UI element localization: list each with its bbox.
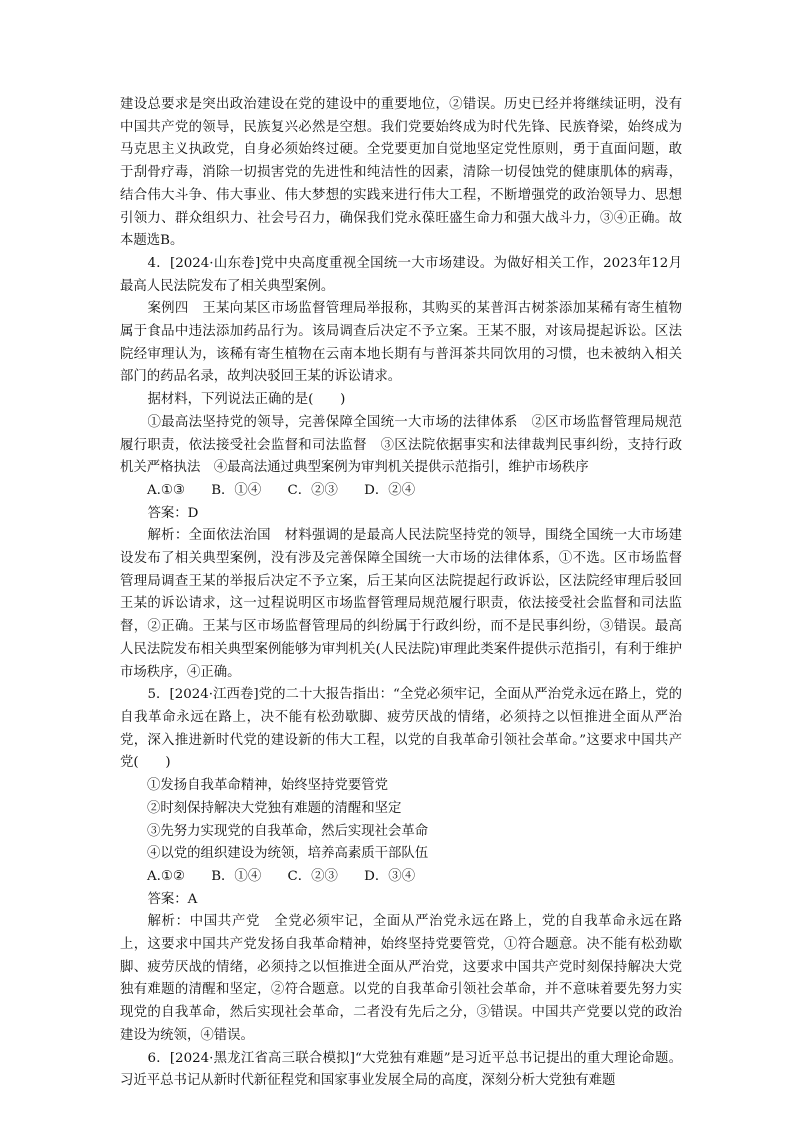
choice-d: D．②④	[364, 482, 416, 498]
question-4-analysis: 解析：全面依法治国 材料强调的是最高人民法院坚持党的领导，围绕全国统一大市场建设发布了相关典型案例，没有涉及完善保障全国统一大市场的法律体系，①不选。区市场监督管理局调查王某的举报后决定不予立案，后王某向区法院提起行政诉讼，区法院经审理后驳回王某的诉讼请求，这一过程说明区市场监督管理局规范履行职责，依法接受社会监督和司法监督，②正确。王某与区市场监督管理局的纠纷属于行政纠纷，而不是民事纠纷，③错误。最高人民法院发布相关典型案例能够为审判机关(人民法院)审理此类案件提供示范指引，有利于维护市场秩序，④正确。	[120, 528, 682, 680]
choice-d: D．③④	[364, 868, 416, 884]
document-page	[120, 94, 682, 1093]
choice-a: A.①③	[147, 482, 185, 498]
question-5-option-3: ③先努力实现党的自我革命，然后实现社会革命	[147, 823, 429, 839]
question-4-stem: 4．[2024·山东卷]党中央高度重视全国统一大市场建设。为做好相关工作，2023年12月最高人民法院发布了相关典型案例。	[120, 255, 682, 294]
question-4-case: 案例四 王某向某区市场监督管理局举报称，其购买的某普洱古树茶添加某稀有寄生植物属于食品中违法添加药品行为。该局调查后决定不予立案。王某不服，对该局提起诉讼。区法院经审理认为，该稀有寄生植物在云南本地长期有与普洱茶共同饮用的习惯，也未被纳入相关部门的药品名录，故判决驳回王某的诉讼请求。	[120, 301, 682, 385]
question-5-option-2: ②时刻保持解决大党独有难题的清醒和坚定	[147, 800, 402, 816]
question-4-answer: 答案：D	[147, 505, 199, 521]
question-5-stem: 5．[2024·江西卷]党的二十大报告指出：“全党必须牢记，全面从严治党永远在路上，党的自我革命永远在路上，决不能有松劲歇脚、疲劳厌战的情绪，必须持之以恒推进全面从严治党，深入推进新时代党的建设新的伟大工程，以党的自我革命引领社会革命。”这要求中国共产党( )	[120, 687, 682, 771]
question-5-answer: 答案：A	[147, 891, 198, 907]
question-4-options: ①最高法坚持党的领导，完善保障全国统一大市场的法律体系 ②区市场监督管理局规范履行职责，依法接受社会监督和司法监督 ③区法院依据事实和法律裁判民事纠纷，支持行政机关严格执法 ④最高法通过典型案例为审判机关提供示范指引，维护市场秩序	[120, 414, 682, 476]
choice-a: A.①②	[147, 868, 185, 884]
question-5-option-4: ④以党的组织建设为统领，培养高素质干部队伍	[147, 846, 429, 862]
choice-c: C．②③	[287, 482, 338, 498]
question-4-prompt: 据材料，下列说法正确的是( )	[147, 392, 346, 408]
question-5-choices	[120, 866, 682, 889]
paragraph-q3-analysis-continued: 建设总要求是突出政治建设在党的建设中的重要地位，②错误。历史已经并将继续证明，没有中国共产党的领导，民族复兴必然是空想。我们党要始终成为时代先锋、民族脊梁，始终成为马克思主义执政党，自身必须始终过硬。全党要更加自觉地坚定党性原则，勇于直面问题，敢于刮骨疗毒，消除一切损害党的先进性和纯洁性的因素，清除一切侵蚀党的健康肌体的病毒，结合伟大斗争、伟大事业、伟大梦想的实践来进行伟大工程，不断增强党的政治领导力、思想引领力、群众组织力、社会号召力，确保我们党永葆旺盛生命力和强大战斗力，③④正确。故本题选B。	[120, 97, 682, 249]
question-5-option-1: ①发扬自我革命精神，始终坚持党要管党	[147, 778, 389, 794]
question-5-analysis: 解析：中国共产党 全党必须牢记，全面从严治党永远在路上，党的自我革命永远在路上，这要求中国共产党发扬自我革命精神，始终坚持党要管党，①符合题意。决不能有松劲歇脚、疲劳厌战的情绪，必须持之以恒推进全面从严治党，这要求中国共产党时刻保持解决大党独有难题的清醒和坚定，②符合题意。以党的自我革命引领社会革命，并不意味着要先努力实现党的自我革命，然后实现社会革命，二者没有先后之分，③错误。中国共产党要以党的政治建设为统领，④错误。	[120, 914, 682, 1043]
choice-b: B．①④	[211, 868, 262, 884]
choice-c: C．②③	[287, 868, 338, 884]
question-4-choices	[120, 480, 682, 503]
question-6-stem: 6．[2024·黑龙江省高三联合模拟]“大党独有难题”是习近平总书记提出的重大理论命题。习近平总书记从新时代新征程党和国家事业发展全局的高度，深刻分析大党独有难题	[120, 1050, 682, 1089]
choice-b: B．①④	[211, 482, 262, 498]
